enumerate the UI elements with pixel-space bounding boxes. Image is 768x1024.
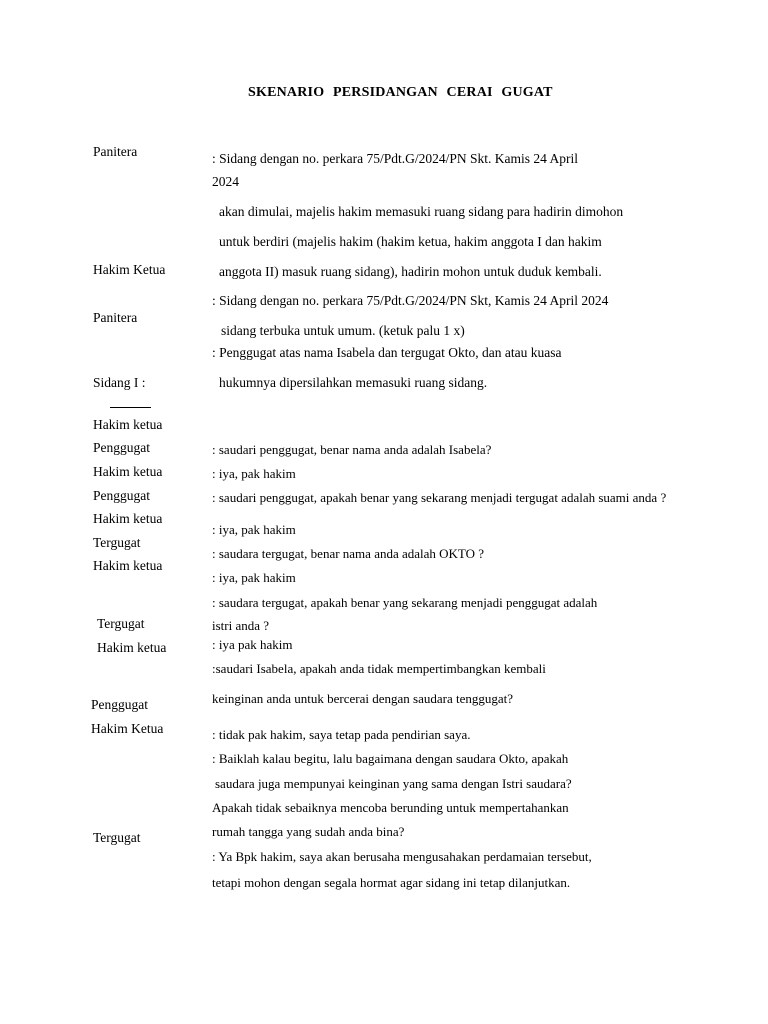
- section-underline: [110, 407, 151, 408]
- speaker-label: Hakim Ketua: [93, 262, 166, 277]
- speaker-label: Penggugat: [93, 488, 150, 503]
- speaker-label: Panitera: [93, 310, 138, 325]
- section-label: Sidang I :: [93, 375, 146, 390]
- speaker-label: Penggugat: [91, 697, 148, 712]
- dialogue-line: untuk berdiri (majelis hakim (hakim ketua, hakim anggota I dan hakim: [219, 234, 602, 249]
- dialogue-line: : iya, pak hakim: [212, 466, 296, 481]
- speaker-label: Hakim ketua: [97, 640, 167, 655]
- dialogue-line: : Sidang dengan no. perkara 75/Pdt.G/2024/PN Skt, Kamis 24 April 2024: [212, 293, 609, 308]
- dialogue-line: : Baiklah kalau begitu, lalu bagaimana dengan saudara Okto, apakah: [212, 751, 569, 766]
- speaker-label: Hakim Ketua: [91, 721, 164, 736]
- document-title: SKENARIO PERSIDANGAN CERAI GUGAT: [248, 85, 553, 100]
- dialogue-line: : Sidang dengan no. perkara 75/Pdt.G/2024/PN Skt. Kamis 24 April: [212, 151, 578, 166]
- dialogue-line: : saudari penggugat, apakah benar yang sekarang menjadi tergugat adalah suami anda ?: [212, 490, 667, 505]
- speaker-label: Hakim ketua: [93, 464, 163, 479]
- dialogue-line: akan dimulai, majelis hakim memasuki ruang sidang para hadirin dimohon: [219, 204, 624, 219]
- speaker-label: Tergugat: [93, 535, 141, 550]
- dialogue-line: hukumnya dipersilahkan memasuki ruang sidang.: [219, 375, 488, 390]
- dialogue-line: keinginan anda untuk bercerai dengan saudara tenggugat?: [212, 691, 514, 706]
- dialogue-line: : saudari penggugat, benar nama anda adalah Isabela?: [212, 442, 492, 457]
- dialogue-line: : iya, pak hakim: [212, 570, 296, 585]
- speaker-label: Tergugat: [93, 830, 141, 845]
- dialogue-line: : Penggugat atas nama Isabela dan tergugat Okto, dan atau kuasa: [212, 345, 562, 360]
- speaker-label: Tergugat: [97, 616, 145, 631]
- dialogue-line: : iya, pak hakim: [212, 522, 296, 537]
- dialogue-line: : iya pak hakim: [212, 637, 293, 652]
- dialogue-line: saudara juga mempunyai keinginan yang sama dengan Istri saudara?: [215, 776, 572, 791]
- speaker-label: Panitera: [93, 144, 138, 159]
- dialogue-line: : saudara tergugat, apakah benar yang sekarang menjadi penggugat adalah: [212, 595, 598, 610]
- speaker-label: Penggugat: [93, 440, 150, 455]
- dialogue-line: : Ya Bpk hakim, saya akan berusaha mengusahakan perdamaian tersebut,: [212, 849, 592, 864]
- speaker-label: Hakim ketua: [93, 417, 163, 432]
- dialogue-line: sidang terbuka untuk umum. (ketuk palu 1 x): [221, 323, 465, 338]
- dialogue-line: :saudari Isabela, apakah anda tidak mempertimbangkan kembali: [212, 661, 546, 676]
- dialogue-line: tetapi mohon dengan segala hormat agar sidang ini tetap dilanjutkan.: [212, 875, 571, 890]
- speaker-label: Hakim ketua: [93, 558, 163, 573]
- dialogue-line: rumah tangga yang sudah anda bina?: [212, 824, 405, 839]
- dialogue-line: anggota II) masuk ruang sidang), hadirin mohon untuk duduk kembali.: [219, 264, 602, 279]
- speaker-label: Hakim ketua: [93, 511, 163, 526]
- dialogue-line: istri anda ?: [212, 618, 270, 633]
- dialogue-line: : saudara tergugat, benar nama anda adalah OKTO ?: [212, 546, 485, 561]
- dialogue-line: 2024: [212, 174, 239, 189]
- dialogue-line: Apakah tidak sebaiknya mencoba berunding untuk mempertahankan: [212, 800, 569, 815]
- dialogue-line: : tidak pak hakim, saya tetap pada pendirian saya.: [212, 727, 471, 742]
